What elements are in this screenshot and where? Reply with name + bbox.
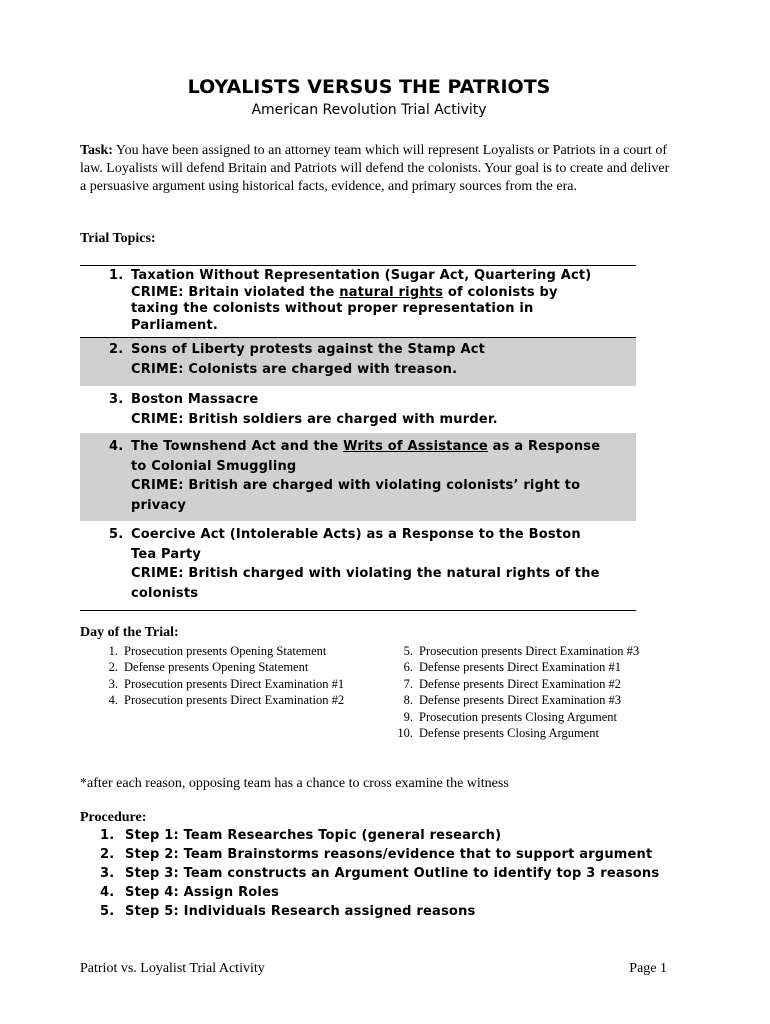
list-item [100,902,660,921]
topic-title: Sons of Liberty protests against the Stamp Act [131,342,486,357]
topic-title-line: to Colonial Smuggling [131,458,297,474]
list-item [100,659,365,675]
topic-title: Boston Massacre [131,392,259,407]
list-number: 8. [403,693,413,708]
procedure-heading: Procedure: [80,810,147,825]
list-item [100,643,365,659]
topic-crime [131,285,636,302]
step-text: Step 5: Individuals Research assigned reasons [125,904,476,919]
list-item [395,643,655,659]
topic-title: Taxation Without Representation (Sugar Act, Quartering Act) [131,268,592,283]
list-text: Prosecution presents Direct Examination #1 [124,676,345,691]
topic-number: 2. [109,342,124,357]
list-number: 5. [403,644,413,658]
topic-number: 5. [109,527,124,542]
topic-number: 1. [109,268,124,283]
topic-crime: CRIME: British soldiers are charged with murder. [131,411,498,427]
topic-number: 3. [109,392,124,407]
footer-title: Patriot vs. Loyalist Trial Activity [80,961,265,976]
topic-crime-line: privacy [131,497,186,513]
topic-number: 4. [109,439,124,454]
step-number: 2. [100,847,115,862]
list-text: Prosecution presents Opening Statement [124,644,327,658]
list-text: Defense presents Opening Statement [124,660,309,675]
topic-title [131,437,636,457]
step-text: Step 1: Team Researches Topic (general research) [125,828,502,843]
step-text: Step 2: Team Brainstorms reasons/evidence that to support argument [125,847,653,862]
list-text: Prosecution presents Direct Examination #2 [124,693,345,708]
list-item [100,883,660,902]
step-number: 4. [100,885,115,900]
crime-text: CRIME: Britain violated the [131,284,340,300]
cross-examine-note: *after each reason, opposing team has a chance to cross examine the witness [80,776,509,791]
list-item [100,845,660,864]
list-item [100,692,365,708]
topic-row [80,386,636,433]
step-number: 3. [100,866,115,881]
step-number: 5. [100,904,115,919]
list-item [395,725,655,741]
topic-row [80,521,636,610]
list-number: 10. [397,726,413,741]
step-number: 1. [100,828,115,843]
topic-crime: CRIME: British charged with violating the natural rights of the [131,566,600,581]
list-item [395,692,655,708]
topic-title-cont: as a Response [487,439,601,454]
list-item [100,676,365,692]
topic-title-line: Tea Party [131,546,202,562]
list-text: Defense presents Direct Examination #3 [419,693,622,708]
topic-row [80,338,636,386]
topic-crime: CRIME: Colonists are charged with treason. [131,361,458,377]
task-paragraph [80,142,670,197]
trial-topics-table [80,265,636,611]
writs-of-assistance-underlined: Writs of Assistance [343,439,488,454]
natural-rights-underlined: natural rights [339,284,444,300]
list-number: 6. [403,660,413,675]
task-label: Task: [80,143,113,158]
list-item [395,659,655,675]
topic-row [80,266,636,338]
day-of-trial-list-right [395,643,655,741]
list-text: Defense presents Closing Argument [419,726,599,741]
list-number: 2. [108,660,118,675]
list-text: Defense presents Direct Examination #1 [419,660,622,675]
list-number: 3. [108,676,118,691]
list-item [395,676,655,692]
list-number: 4. [108,693,118,708]
list-text: Defense presents Direct Examination #2 [419,676,622,691]
list-number: 7. [403,676,413,691]
list-text: Prosecution presents Closing Argument [419,709,618,724]
topic-crime-line: colonists [131,585,199,601]
day-of-trial-heading: Day of the Trial: [80,625,179,640]
list-item [100,826,660,845]
procedure-steps [100,826,660,921]
step-text: Step 3: Team constructs an Argument Outline to identify top 3 reasons [125,866,660,881]
page-subtitle: American Revolution Trial Activity [251,102,487,118]
list-item [100,864,660,883]
topic-title-text: The Townshend Act and the [131,439,344,454]
topic-row [80,433,636,521]
list-number: 9. [403,709,413,724]
list-item [395,709,655,725]
trial-topics-heading: Trial Topics: [80,231,156,246]
crime-text-cont: of colonists by [443,284,558,300]
page-title: LOYALISTS VERSUS THE PATRIOTS [187,76,551,98]
topic-crime-line: taxing the colonists without proper representation in [131,301,534,316]
topic-title: Coercive Act (Intolerable Acts) as a Response to the Boston [131,527,581,542]
page-number: Page 1 [629,961,667,976]
step-text: Step 4: Assign Roles [125,885,280,900]
task-text: You have been assigned to an attorney team which will represent Loyalists or Patriots in a court of law. Loyalists will defend Britain and Patriots will defend the colonists. Your goal is to create and deliver a persuasive argument using historical facts, evidence, and primary sources from the era. [80,143,670,195]
list-number: 1. [108,644,118,658]
list-text: Prosecution presents Direct Examination #3 [419,644,640,658]
topic-crime-line: Parliament. [131,317,219,333]
day-of-trial-list-left [100,643,365,709]
topic-crime: CRIME: British are charged with violating colonists’ right to [131,478,581,493]
